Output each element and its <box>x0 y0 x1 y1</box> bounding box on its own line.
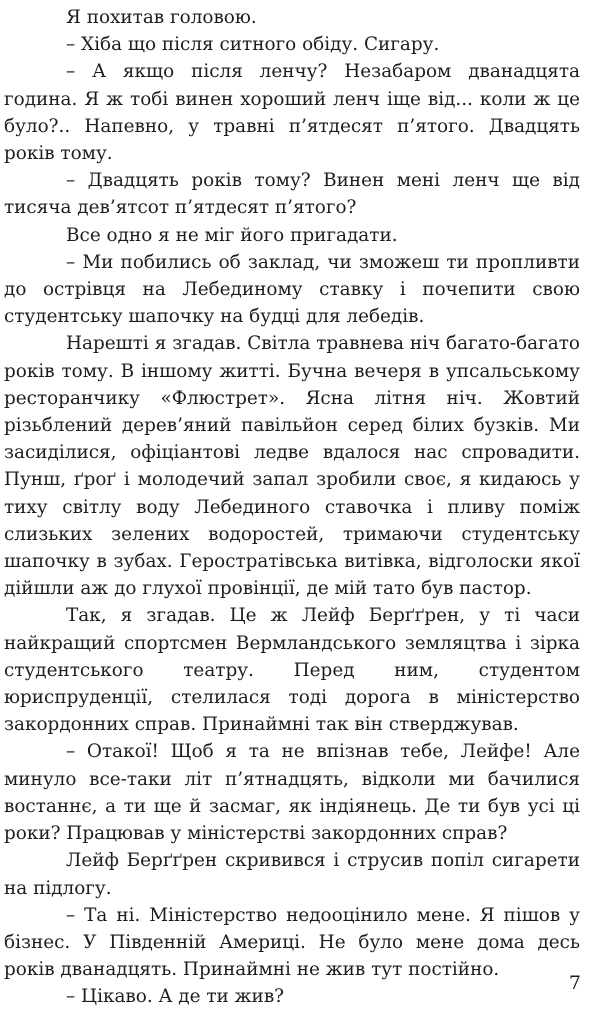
paragraph-1: Я похитав головою. <box>66 7 257 28</box>
paragraph-11: – Та ні. Міністерство недооцінило мене. Я пішов у бізнес. У Південній Америці. Не було мене дома десь років дванадцять. Принаймні не жив тут постійно. <box>4 904 580 981</box>
page-number: 7 <box>568 972 581 994</box>
body-text <box>4 4 580 1011</box>
paragraph-3: – А якщо після ленчу? Незабаром дванадцята година. Я ж тобі винен хороший ленч іще від... коли ж це було?.. Напевно, у травні п’ятдесят п’ятого. Двадцять років тому. <box>4 61 580 165</box>
paragraph-8: Так, я згадав. Це ж Лейф Берґґрен, у ті часи найкращий спортсмен Вермландського земляцтва і зірка студентського театру. Перед ним, студентом юриспруденції, стелилася тоді дорога в міністерство закордонних справ. Принаймні так він стверджував. <box>4 605 580 736</box>
paragraph-6: – Ми побились об заклад, чи зможеш ти пропливти до острівця на Лебединому ставку і почепити свою студентську шапочку на будці для лебедів. <box>4 251 580 328</box>
paragraph-7: Нарешті я згадав. Світла травнева ніч багато-багато років тому. В іншому житті. Бучна вечеря в упсальському ресторанчику «Флюстрет». Ясна літня ніч. Жовтий різьблений дерев’яний павільйон серед білих бузків. Ми засиділися, офіціантові ледве вдалося нас спровадити. Пунш, ґроґ і молодечий запал зробили своє, я кидаюсь у тиху світлу воду Лебединого ставочка і пливу поміж слизьких зелених водоростей, тримаючи студентську шапочку в зубах. Геростратівська витівка, відголоски якої дійшли аж до глухої провінції, де мій тато був пастор. <box>4 333 580 600</box>
paragraph-4: – Двадцять років тому? Винен мені ленч ще від тисяча дев’ятсот п’ятдесят п’ятого? <box>4 170 580 219</box>
paragraph-12: – Цікаво. А де ти жив? <box>66 986 285 1008</box>
paragraph-5: Все одно я не міг його пригадати. <box>66 224 398 246</box>
paragraph-9: – Отакої! Щоб я та не впізнав тебе, Лейфе! Але минуло все-таки літ п’ятнадцять, відколи ми бачилися востаннє, а ти ще й засмаг, як індіянець. Де ти був усі ці роки? Працював у міністерстві закордонних справ? <box>4 741 580 845</box>
paragraph-10: Лейф Берґґрен скривився і струсив попіл сигарети на підлогу. <box>4 850 580 899</box>
paragraph-2: – Хіба що після ситного обіду. Сигару. <box>66 34 440 56</box>
